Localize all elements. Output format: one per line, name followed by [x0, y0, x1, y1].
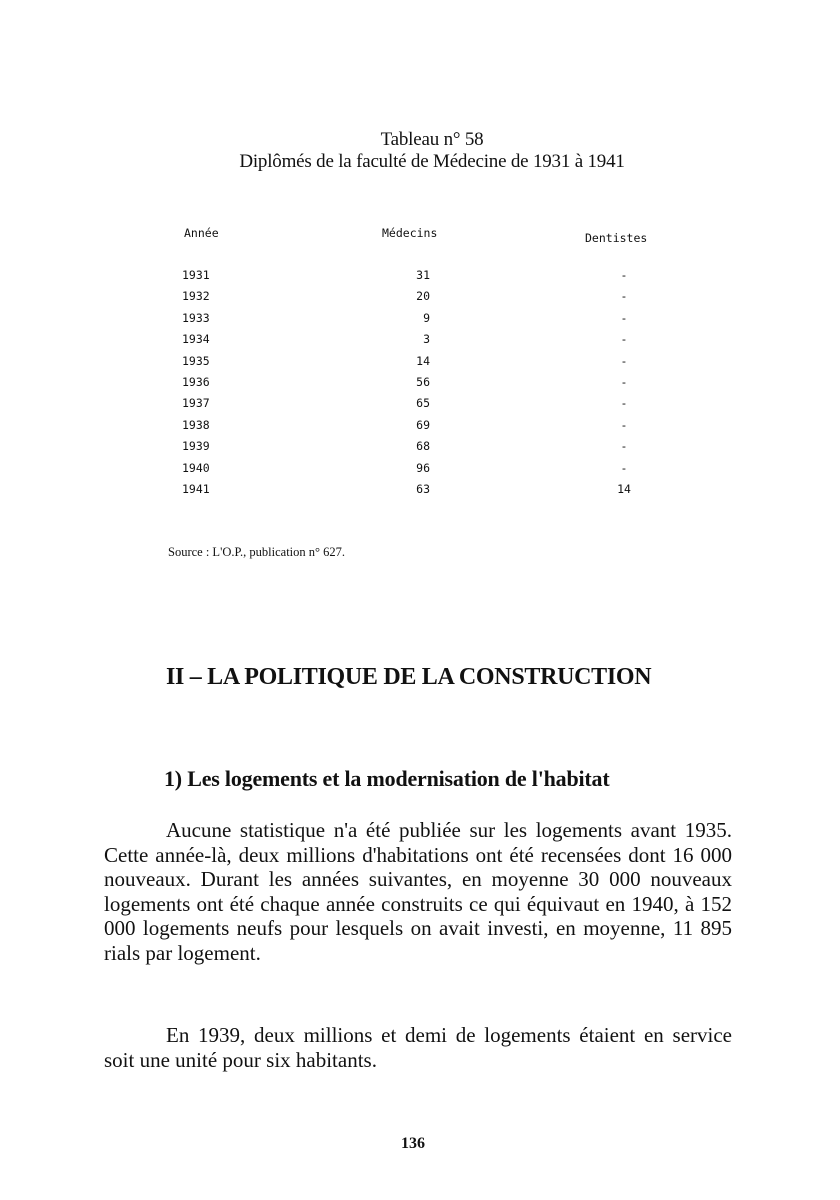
- table-row: [180, 268, 680, 289]
- header-year: Année: [184, 226, 219, 240]
- cell-dentistes: -: [620, 460, 628, 475]
- cell-medecins: 69: [416, 417, 430, 432]
- header-medecins: Médecins: [382, 226, 438, 240]
- section-heading: II – LA POLITIQUE DE LA CONSTRUCTION: [166, 664, 652, 690]
- cell-medecins: 68: [416, 439, 430, 454]
- table-row: [180, 375, 680, 396]
- cell-medecins: 65: [416, 396, 430, 411]
- cell-medecins: 14: [416, 353, 430, 368]
- cell-medecins: 3: [423, 332, 430, 347]
- table-source-note: Source : L'O.P., publication n° 627.: [168, 545, 346, 559]
- cell-medecins: 96: [416, 460, 430, 475]
- cell-year: 1938: [182, 417, 210, 432]
- page-number: 136: [401, 1135, 425, 1152]
- body-paragraph: Aucune statistique n'a été publiée sur les logements avant 1935. Cette année-là, deux millions d'habitations ont été recensées dont 16 000 nouveaux. Durant les années suivantes, en moyenne 30 000 nouveaux logements ont été chaque année construits ce qui équivaut en 1940, à 152 000 logements neufs pour lesquels on avait investi, en moyenne, 11 895 rials par logement.: [104, 818, 732, 965]
- table-row: [180, 482, 680, 503]
- cell-year: 1935: [182, 353, 210, 368]
- cell-dentistes: -: [620, 417, 628, 432]
- table-row: [180, 311, 680, 332]
- table-row: [180, 461, 680, 482]
- cell-year: 1931: [182, 268, 210, 282]
- cell-year: 1936: [182, 374, 210, 389]
- cell-medecins: 20: [416, 289, 430, 304]
- table-row: [180, 354, 680, 375]
- cell-medecins: 63: [416, 481, 430, 496]
- cell-year: 1939: [182, 439, 210, 454]
- cell-dentistes: -: [620, 353, 628, 368]
- cell-dentistes: -: [620, 439, 628, 454]
- table-row: [180, 418, 680, 439]
- cell-medecins: 9: [423, 310, 430, 325]
- statistics-table: [180, 226, 680, 496]
- table-title: Tableau n° 58: [380, 129, 484, 150]
- cell-year: 1941: [182, 481, 210, 496]
- subsection-heading: 1) Les logements et la modernisation de l'habitat: [164, 766, 610, 791]
- cell-dentistes: 14: [617, 481, 631, 496]
- table-header-row: [180, 226, 680, 246]
- cell-year: 1940: [182, 460, 210, 475]
- table-subtitle: Diplômés de la faculté de Médecine de 1931 à 1941: [239, 151, 625, 172]
- cell-medecins: 31: [416, 268, 430, 282]
- cell-dentistes: -: [620, 268, 628, 282]
- table-row: [180, 396, 680, 417]
- cell-dentistes: -: [620, 332, 628, 347]
- body-paragraph: En 1939, deux millions et demi de logements étaient en service soit une unité pour six habitants.: [104, 1023, 732, 1072]
- cell-year: 1934: [182, 332, 210, 347]
- cell-year: 1933: [182, 310, 210, 325]
- cell-dentistes: -: [620, 396, 628, 411]
- cell-medecins: 56: [416, 374, 430, 389]
- cell-year: 1932: [182, 289, 210, 304]
- header-dentistes: Dentistes: [585, 231, 648, 245]
- cell-dentistes: -: [620, 289, 628, 304]
- cell-year: 1937: [182, 396, 210, 411]
- table-row: [180, 332, 680, 353]
- table-row: [180, 439, 680, 460]
- cell-dentistes: -: [620, 310, 628, 325]
- table-body: [180, 268, 680, 503]
- table-row: [180, 289, 680, 310]
- cell-dentistes: -: [620, 374, 628, 389]
